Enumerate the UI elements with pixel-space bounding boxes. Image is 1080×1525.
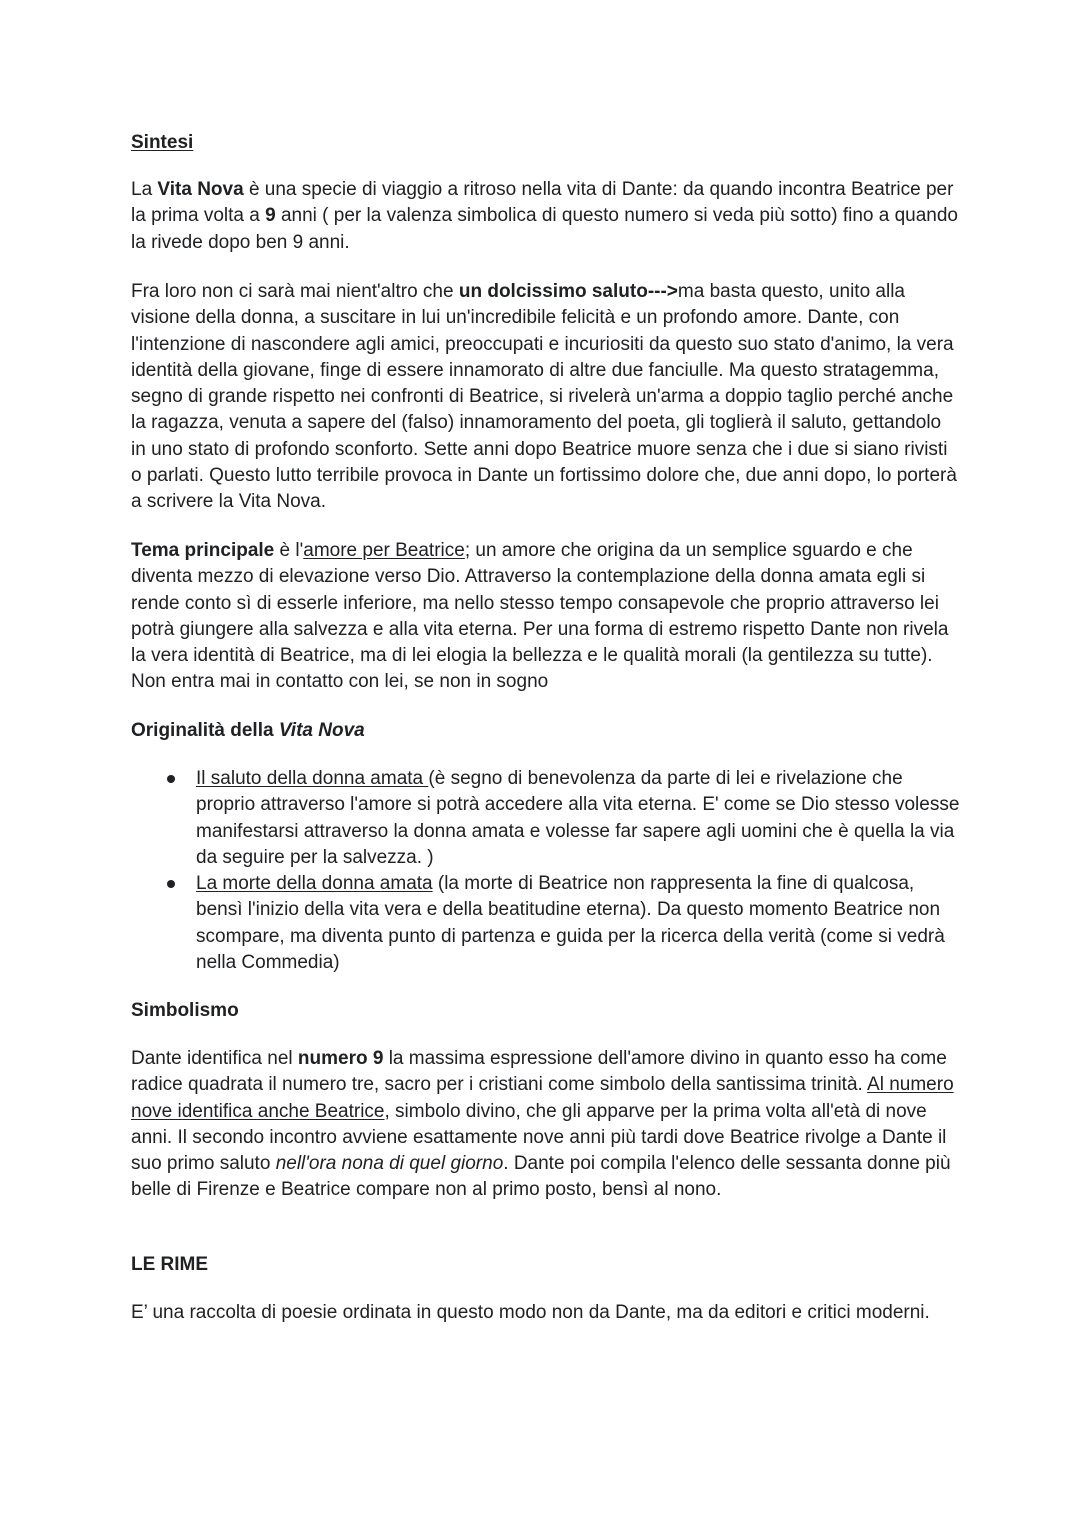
sintesi-heading: Sintesi [131, 132, 194, 153]
simbolismo-paragraph [131, 1046, 961, 1204]
text-run-bold: Vita Nova [157, 179, 244, 200]
text-run: La [131, 179, 158, 200]
text-run: ma basta questo, unito alla visione della donna, a suscitare in lui un'incredibile felicità e un profondo amore. Dante, con l'intenzione di nascondere agli amici, preoccupati e incuriositi da questo suo stato d'animo, la vera identità della giovane, finge di essere innamorato di altre due fanciulle. Ma questo stratagemma, segno di grande rispetto nei confronti di Beatrice, si rivelerà un'arma a doppio taglio perché anche la ragazza, venuta a sapere del (falso) innamoramento del poeta, gli toglierà il saluto, gettandolo in uno stato di profondo sconforto. Sette anni dopo Beatrice muore senza che i due si siano rivisti o parlati. Questo lutto terribile provoca in Dante un fortissimo dolore che, due anni dopo, lo porterà a scrivere la Vita Nova. [131, 281, 957, 513]
sintesi-paragraph-2 [131, 279, 961, 516]
text-run: è l' [274, 540, 304, 561]
text-run: (la morte di Beatrice non rappresenta la fine di qualcosa, bensì l'inizio della vita vera e della beatitudine eterna). Da questo momento Beatrice non scompare, ma diventa punto di partenza e guida per la ricerca della verità (come si vedrà nella Commedia) [196, 873, 945, 974]
originalita-bullet-list [131, 766, 961, 976]
text-run-italic: nell'ora nona di quel giorno [275, 1153, 504, 1175]
text-run: Dante identifica nel [131, 1048, 298, 1069]
tema-principale-paragraph [131, 538, 961, 696]
rime-heading: LE RIME [131, 1254, 209, 1275]
sintesi-paragraph-1 [131, 177, 961, 256]
text-run-underline: Il saluto della donna amata [196, 768, 429, 789]
text-run: la massima espressione dell'amore divino in quanto esso ha come radice quadrata il numero tre, sacro per i cristiani come simbolo della santissima trinità. [131, 1048, 947, 1096]
list-item [131, 766, 961, 871]
text-run: Fra loro non ci sarà mai nient'altro che [131, 281, 459, 302]
text-run: ; un amore che origina da un semplice sguardo e che diventa mezzo di elevazione verso Dio. Attraverso la contemplazione della donna amata egli si rende conto sì di esserle inferiore, ma nello stesso tempo consapevole che proprio attraverso lei potrà giungere alla salvezza e alla vita eterna. Per una forma di estremo rispetto Dante non rivela la vera identità di Beatrice, ma di lei elogia la bellezza e le qualità morali (la gentilezza su tutte). Non entra mai in contatto con lei, se non in sogno [131, 540, 949, 693]
text-run: , simbolo divino, che gli apparve per la prima volta all'età di nove anni. Il secondo incontro avviene esattamente nove anni più tardi dove Beatrice rivolge a Dante il suo primo saluto [131, 1100, 947, 1175]
rime-paragraph: E’ una raccolta di poesie ordinata in questo modo non da Dante, ma da editori e critici moderni. [131, 1302, 930, 1323]
originalita-heading [131, 718, 961, 744]
text-run-bold: Tema principale [131, 540, 275, 561]
text-run: (è segno di benevolenza da parte di lei e rivelazione che proprio attraverso l'amore si potrà accedere alla vita eterna. E' come se Dio stesso volesse manifestarsi attraverso la donna amata e volesse far sapere agli uomini che è quella la via da seguire per la salvezza. ) [196, 768, 960, 868]
heading-text-italic: Vita Nova [278, 720, 365, 741]
text-run-bold: un dolcissimo saluto---> [458, 281, 678, 302]
heading-text: Originalità della [131, 720, 279, 741]
text-run-underline: Al numero nove identifica anche Beatrice [131, 1074, 954, 1122]
text-run-bold: 9 [265, 205, 276, 227]
bullet-icon [167, 775, 175, 783]
text-run-underline: La morte della donna amata [196, 873, 433, 895]
bullet-icon [167, 880, 175, 888]
text-run: . Dante poi compila l'elenco delle sessanta donne più belle di Firenze e Beatrice compare non al primo posto, bensì al nono. [131, 1153, 951, 1201]
text-run: è una specie di viaggio a ritroso nella vita di Dante: da quando incontra Beatrice per la prima volta a [131, 179, 954, 227]
simbolismo-heading: Simbolismo [131, 1000, 239, 1021]
list-item [131, 871, 961, 976]
text-run: anni ( per la valenza simbolica di questo numero si veda più sotto) fino a quando la rivede dopo ben 9 anni. [131, 205, 958, 253]
text-run-underline: amore per Beatrice [303, 540, 465, 561]
text-run-bold: numero 9 [297, 1048, 384, 1069]
